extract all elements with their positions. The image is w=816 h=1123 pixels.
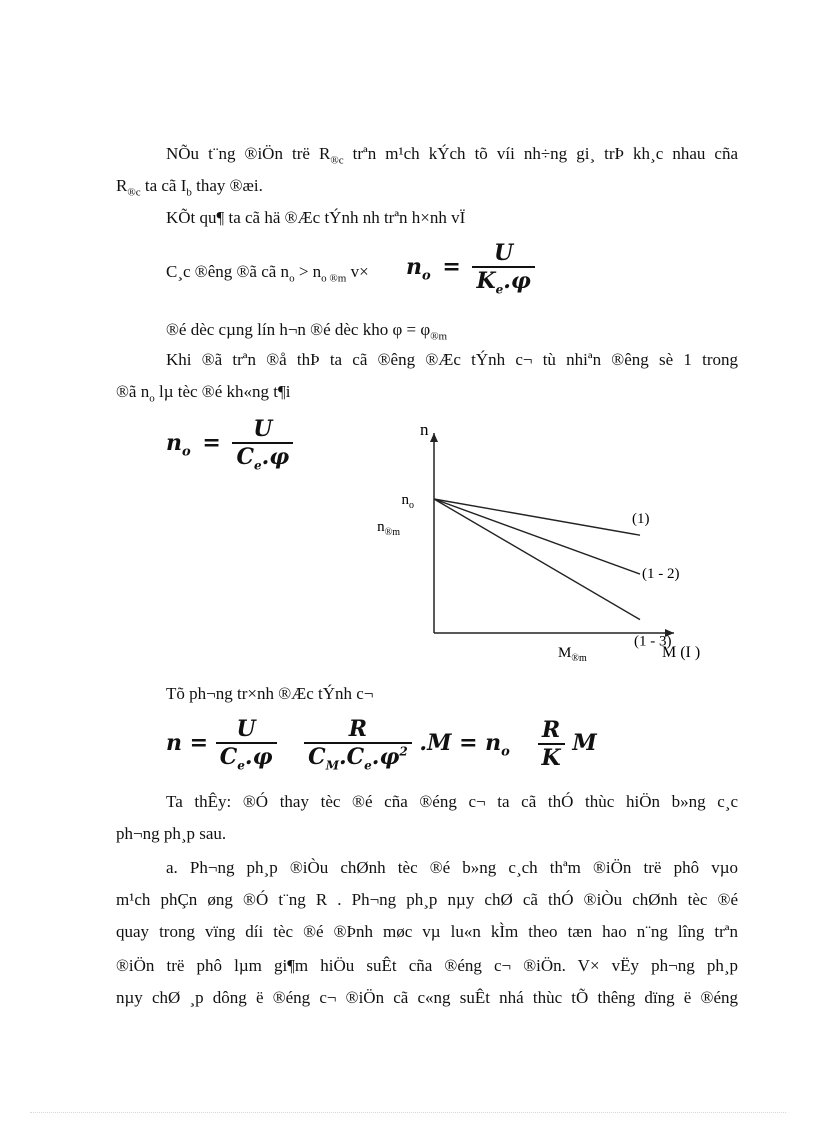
symbol: = — [442, 254, 461, 281]
subscript: o — [182, 444, 191, 460]
text-run: ph¬ng ph¸p sau. — [116, 824, 227, 843]
symbol: C — [308, 744, 326, 770]
numerator: R — [541, 717, 561, 744]
denominator: K — [538, 743, 565, 771]
subscript: b — [186, 186, 192, 199]
paragraph-1-line-2 — [116, 176, 263, 202]
paragraph-2 — [166, 208, 465, 228]
text-run: Ta thÊy: ®Ó thay tèc ®é cña ®éng c¬ ta cã thÓ thùc hiÖn b»ng c¸c — [166, 792, 738, 811]
text-run: C¸c ®êng ®ã cã n — [166, 262, 290, 281]
text-run: ®ã n — [116, 382, 150, 401]
symbol: .φ — [244, 744, 273, 770]
subscript: o — [501, 744, 510, 760]
paragraph-3 — [166, 262, 369, 288]
x-tick-subscript: ®m — [571, 653, 587, 664]
series-label: (1 - 2) — [642, 566, 680, 583]
paragraph-8-line-2 — [116, 890, 738, 910]
symbol: .φ — [503, 268, 531, 294]
y-axis-label: n — [420, 420, 429, 439]
symbol: n — [406, 254, 422, 281]
paragraph-5-line-1 — [116, 350, 738, 370]
speed-torque-chart — [377, 415, 720, 665]
chart-plot-area — [377, 420, 700, 664]
symbol: n = — [166, 730, 209, 757]
subscript: o — [422, 268, 431, 284]
x-axis-label: M (I ) — [662, 644, 701, 661]
paragraph-6 — [166, 684, 373, 704]
text-run: quay trong vïng díi tèc ®é ®Þnh møc vµ lu«n kÌm theo tæn hao n¨ng lîng trªn — [116, 922, 738, 941]
y-axis-arrow — [430, 433, 438, 442]
paragraph-8-line-4 — [116, 956, 738, 976]
formula-characteristic-equation — [166, 716, 597, 772]
text-run: Tõ ph¬ng tr×nh ®Æc tÝnh c¬ — [166, 684, 374, 703]
numerator: U — [236, 716, 256, 742]
series-label: (1 - 3) — [634, 633, 672, 650]
text-run: a. Ph¬ng ph¸p ®iÒu chØnh tèc ®é b»ng c¸ch thªm ®iÖn trë phô vµo — [166, 858, 738, 877]
subscript: ®c — [127, 186, 141, 199]
subscript: o — [149, 392, 155, 405]
symbol: .M = n — [419, 730, 502, 757]
fraction — [232, 416, 293, 472]
denominator — [216, 742, 277, 772]
formula-no-ce — [166, 416, 293, 472]
subscript: e — [495, 282, 504, 297]
y-tick-label: $n_o$ — [401, 492, 414, 511]
fraction — [216, 716, 277, 772]
paragraph-8-line-3 — [116, 922, 738, 942]
subscript: e — [253, 458, 262, 473]
symbol: .C — [338, 744, 365, 770]
series-label: (1) — [632, 511, 650, 528]
subscript: o — [289, 272, 295, 285]
y-tick-label: $n_{®m}$ — [377, 518, 400, 538]
symbol: C — [236, 444, 254, 470]
paragraph-8-line-1 — [116, 858, 738, 878]
subscript: o ®m — [321, 272, 347, 285]
text-run: lµ tèc ®é kh«ng t¶i — [154, 382, 291, 401]
text-run: > n — [294, 262, 322, 281]
paragraph-5-line-2 — [116, 382, 290, 408]
symbol: C — [219, 744, 238, 770]
text-run: ®iÖn trë phô lµm gi¶m hiÖu suÊt cña ®éng c¬ ®iÖn. V× vËy ph¬ng ph¸p — [116, 956, 738, 975]
symbol: K — [476, 268, 496, 294]
denominator — [232, 442, 293, 472]
symbol: n — [166, 430, 182, 457]
symbol: .φ — [371, 744, 400, 770]
formula-no-ke — [406, 240, 535, 296]
paragraph-7-line-1 — [116, 792, 738, 812]
text-run: ta cã I — [140, 176, 187, 195]
numerator: R — [348, 716, 368, 742]
subscript: M — [325, 758, 339, 773]
subscript: ®c — [330, 154, 344, 167]
text-run: v× — [346, 262, 369, 281]
paragraph-4 — [166, 320, 447, 346]
text-run: nµy chØ ¸p dông ë ®éng c¬ ®iÖn cã c«ng suÊt nhá thùc tÕ thêng dïng ë ®éng — [116, 988, 738, 1007]
fraction — [304, 716, 412, 772]
text-run: ®é dèc cµng lín h¬n ®é dèc kho φ = φ — [166, 320, 431, 339]
paragraph-7-line-2 — [116, 824, 226, 844]
numerator: U — [253, 416, 273, 442]
symbol: M — [572, 730, 597, 757]
paragraph-1-line-1 — [116, 144, 738, 170]
text-run: KÕt qu¶ ta cã hä ®Æc tÝnh nh trªn h×nh vÏ — [166, 208, 466, 227]
fraction — [538, 717, 565, 771]
text-run: Khi ®ã trªn ®å thÞ ta cã ®êng ®Æc tÝnh c¬ tù nhiªn ®êng sè 1 trong — [166, 350, 738, 369]
y-tick-subscript: o — [409, 500, 414, 511]
symbol: = — [202, 430, 221, 457]
text-run: thay ®æi. — [191, 176, 263, 195]
text-run: m¹ch phÇn øng ®Ó t¨ng R . Ph¬ng ph¸p nµy chØ cã thÓ ®iÒu chØnh tèc ®é — [116, 890, 738, 909]
symbol: .φ — [261, 444, 290, 470]
subscript: ®m — [430, 330, 448, 343]
subscript: e — [364, 758, 372, 773]
fraction — [472, 240, 534, 296]
paragraph-8-line-5 — [116, 988, 738, 1008]
superscript: 2 — [399, 744, 408, 759]
y-tick-subscript: ®m — [384, 526, 400, 538]
text-run: R — [116, 176, 128, 195]
series-line-2 — [434, 499, 640, 574]
denominator — [304, 742, 412, 772]
text-run: NÕu t¨ng ®iÖn trë R — [166, 144, 331, 163]
footer-dotted-rule — [30, 1112, 786, 1113]
text-run: trªn m¹ch kÝch tõ víi nh÷ng gi¸ trÞ kh¸c nhau cña — [343, 144, 739, 163]
x-tick-label: $M_{®m}$ — [558, 645, 587, 664]
denominator — [472, 266, 534, 296]
subscript: e — [237, 758, 245, 773]
numerator: U — [494, 240, 514, 266]
